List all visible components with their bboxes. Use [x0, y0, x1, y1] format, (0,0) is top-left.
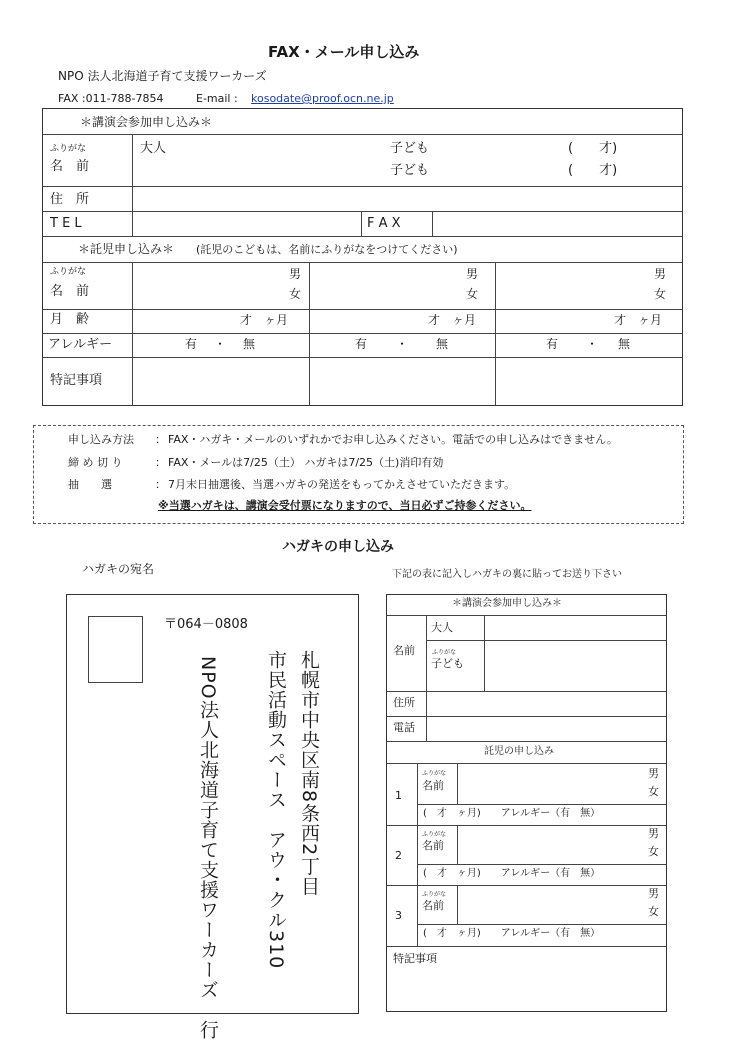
age-value-3: 才 ヶ月	[614, 313, 663, 327]
row-3-detail: ( 才 ヶ月) アレルギー（有 無）	[423, 928, 601, 939]
lottery-colon: ：	[155, 478, 166, 491]
row-1-male: 男	[648, 767, 659, 780]
lottery-label: 抽 選	[68, 478, 112, 491]
row-3-ruby: ふりがな	[422, 891, 447, 898]
row-1-ruby: ふりがな	[422, 770, 447, 777]
child-age-2: ( 才)	[568, 163, 618, 178]
email-label: E-mail :	[196, 92, 238, 105]
adult-label: 大人	[140, 141, 167, 156]
allergy-dot-3: ・	[586, 337, 599, 351]
female-1: 女	[289, 287, 302, 301]
row-number-3: 3	[395, 909, 402, 922]
allergy-dot-1: ・	[214, 337, 227, 351]
child-label-2: 子ども	[390, 163, 430, 178]
deadline-text: FAX・メールは7/25（土） ハガキは7/25（土)消印有効	[168, 456, 444, 469]
stamp-box	[88, 616, 143, 683]
childcare-note: (託児のこどもは、名前にふりがなをつけてください)	[196, 243, 458, 256]
allergy-no-3[interactable]: 無	[618, 337, 631, 351]
method-text: FAX・ハガキ・メールのいずれかでお申し込みください。電話での申し込みはできません。	[168, 433, 618, 446]
tel-input[interactable]	[134, 213, 359, 234]
row-number-1: 1	[395, 789, 402, 802]
small-phone-label: 電話	[393, 721, 415, 734]
row-1-female: 女	[648, 785, 659, 798]
allergy-label: アレルギー	[48, 337, 113, 352]
name-input-area[interactable]	[134, 136, 680, 184]
allergy-yes-1[interactable]: 有	[185, 337, 198, 351]
row-2-detail: ( 才 ヶ月) アレルギー（有 無）	[423, 868, 601, 879]
small-child-ruby: ふりがな	[432, 649, 457, 656]
child-label-1: 子ども	[390, 141, 430, 156]
fax-input[interactable]	[434, 213, 680, 234]
allergy-no-2[interactable]: 無	[436, 337, 449, 351]
winner-note: ※当選ハガキは、講演会受付票になりますので、当日必ずご持参ください。	[158, 499, 532, 512]
row-2-male: 男	[648, 827, 659, 840]
male-1: 男	[289, 267, 302, 281]
deadline-label: 締 め 切 り	[68, 456, 123, 469]
method-label: 申し込み方法	[68, 433, 134, 446]
allergy-yes-3[interactable]: 有	[546, 337, 559, 351]
small-child-label: 子ども	[431, 657, 464, 670]
postcard-title: ハガキの申し込み	[282, 539, 394, 555]
small-name-label: 名前	[393, 644, 415, 657]
postcard-form	[386, 594, 667, 1012]
lecture-section-header: ＊講演会参加申し込み＊	[80, 115, 213, 129]
postcard-address-heading: ハガキの宛名	[82, 562, 155, 576]
row-2-ruby: ふりがな	[422, 831, 447, 838]
postcard-instruction: 下記の表に記入しハガキの裏に貼ってお送り下さい	[392, 569, 622, 580]
fax-label: F A X	[367, 216, 401, 231]
row-3-female: 女	[648, 905, 659, 918]
childcare-section-header: ＊託児申し込み＊	[78, 242, 175, 256]
address-line-2: 市民活動スペース アウ・クル310	[265, 650, 287, 970]
small-adult-label: 大人	[431, 621, 453, 634]
age-label: 月 齢	[50, 312, 90, 327]
name-label: 名 前	[50, 159, 90, 174]
small-childcare-header: 託児の申し込み	[484, 746, 554, 757]
small-address-label: 住所	[393, 696, 415, 709]
male-3: 男	[654, 267, 667, 281]
address-label: 住 所	[50, 192, 90, 207]
deadline-colon: ：	[155, 456, 166, 469]
lottery-text: 7月末日抽選後、当選ハガキの発送をもってかえさせていただきます。	[168, 478, 516, 491]
postal-code: 〒064－0808	[164, 617, 248, 632]
row-1-detail: ( 才 ヶ月) アレルギー（有 無）	[423, 808, 601, 819]
method-colon: ：	[155, 433, 166, 446]
small-lecture-header: ＊講演会参加申し込み＊	[452, 598, 562, 609]
remarks-label: 特記事項	[50, 373, 103, 388]
email-link[interactable]: kosodate@proof.ocn.ne.jp	[251, 92, 394, 105]
furigana-label: ふりがな	[50, 144, 87, 154]
allergy-dot-2: ・	[396, 337, 409, 351]
female-3: 女	[654, 287, 667, 301]
allergy-yes-2[interactable]: 有	[355, 337, 368, 351]
row-2-name-label: 名前	[422, 839, 444, 852]
small-remarks-label: 特記事項	[393, 952, 437, 965]
row-1-name-label: 名前	[422, 779, 444, 792]
row-number-2: 2	[395, 849, 402, 862]
age-value-2: 才 ヶ月	[428, 313, 477, 327]
childcare-name-label: 名 前	[50, 284, 90, 299]
tel-label: T E L	[50, 216, 82, 231]
row-3-male: 男	[648, 887, 659, 900]
recipient-name: NPO法人北海道子育て支援ワーカーズ 行	[197, 656, 219, 1040]
row-3-name-label: 名前	[422, 899, 444, 912]
fax-number: FAX :011-788-7854	[58, 92, 164, 105]
male-2: 男	[466, 267, 479, 281]
row-2-female: 女	[648, 845, 659, 858]
childcare-furigana-label: ふりがな	[50, 267, 87, 277]
child-age-1: ( 才)	[568, 141, 618, 156]
page-title: FAX・メール申し込み	[268, 43, 420, 61]
female-2: 女	[466, 287, 479, 301]
address-input[interactable]	[134, 188, 680, 209]
allergy-no-1[interactable]: 無	[243, 337, 256, 351]
age-value-1: 才 ヶ月	[240, 313, 289, 327]
organization-name: NPO 法人北海道子育て支援ワーカーズ	[58, 69, 267, 83]
address-line-1: 札幌市中央区南8条西2丁目	[298, 650, 320, 897]
